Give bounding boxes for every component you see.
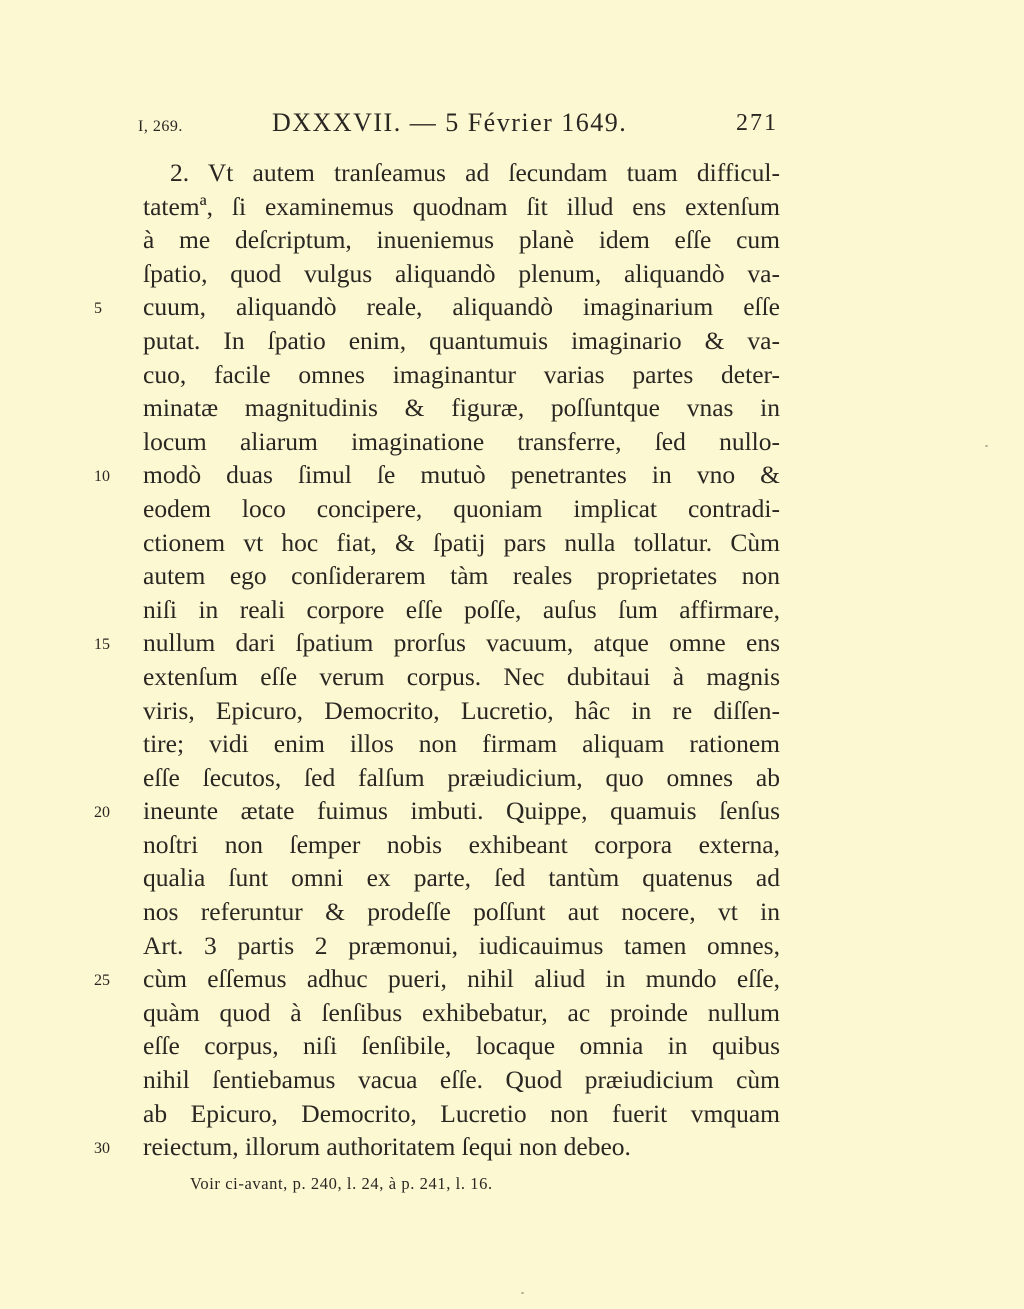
text-line — [143, 492, 780, 526]
line-number: 25 — [94, 972, 110, 990]
text-line — [143, 996, 780, 1030]
text-line — [143, 593, 780, 627]
line-number: 30 — [94, 1140, 110, 1158]
line-text: eſſe ſecutos, ſed falſum præiudicium, quo omnes ab — [143, 762, 780, 792]
line-text: nullum dari ſpatium prorſus vacuum, atque omne ens — [143, 628, 780, 658]
text-line — [143, 660, 780, 694]
text-line — [143, 1097, 780, 1131]
text-line — [143, 694, 780, 728]
text-line — [94, 458, 780, 492]
line-text: cuo, facile omnes imaginantur varias partes deter- — [143, 359, 780, 389]
line-text: cuum, aliquandò reale, aliquandò imaginarium eſſe — [143, 292, 780, 322]
line-number: 10 — [94, 468, 110, 486]
line-text: extenſum eſſe verum corpus. Nec dubitaui à magnis — [143, 661, 780, 691]
text-line — [143, 1029, 780, 1063]
line-text: autem ego conſiderarem tàm reales proprietates non — [143, 561, 780, 591]
paper-speck — [521, 1292, 524, 1294]
line-text: eodem loco concipere, quoniam implicat contradi- — [143, 493, 780, 523]
text-line — [143, 190, 780, 224]
text-line — [94, 290, 780, 324]
paper-speck — [985, 445, 988, 447]
text-line — [143, 425, 780, 459]
text-line — [143, 526, 780, 560]
line-text: niſi in reali corpore eſſe poſſe, auſus ſum affirmare, — [143, 594, 780, 624]
line-text: locum aliarum imaginatione transferre, ſed nullo- — [143, 426, 780, 456]
text-line — [143, 156, 780, 190]
letter-title: DXXXVII. — 5 Février 1649. — [272, 108, 628, 137]
line-text: reiectum, illorum authoritatem ſequi non debeo. — [143, 1132, 631, 1162]
letter-body — [94, 156, 780, 1164]
text-line — [143, 929, 780, 963]
line-text: eſſe corpus, niſi ſenſibile, locaque omnia in quibus — [143, 1031, 780, 1061]
text-line — [143, 358, 780, 392]
text-line — [94, 626, 780, 660]
line-text: noſtri non ſemper nobis exhibeant corpora externa, — [143, 829, 780, 859]
line-text: ab Epicuro, Democrito, Lucretio non fuerit vmquam — [143, 1098, 780, 1128]
text-line — [143, 861, 780, 895]
line-text: nihil ſentiebamus vacua eſſe. Quod præiudicium cùm — [143, 1065, 780, 1095]
line-text: ſpatio, quod vulgus aliquandò plenum, aliquandò va- — [143, 258, 780, 288]
text-line — [143, 895, 780, 929]
page-number: 271 — [736, 110, 778, 136]
text-line — [143, 391, 780, 425]
line-text: putat. In ſpatio enim, quantumuis imaginario & va- — [143, 325, 780, 355]
text-line — [143, 828, 780, 862]
line-text: viris, Epicuro, Democrito, Lucretio, hâc in re diſſen- — [143, 695, 780, 725]
line-text: cùm eſſemus adhuc pueri, nihil aliud in mundo eſſe, — [143, 964, 780, 994]
line-number: 20 — [94, 804, 110, 822]
running-header — [138, 108, 778, 148]
text-line — [94, 1130, 780, 1164]
edition-reference: I, 269. — [138, 118, 183, 135]
line-text: tatemª, ſi examinemus quodnam ſit illud ens extenſum — [143, 191, 780, 221]
line-text: tire; vidi enim illos non firmam aliquam rationem — [143, 729, 780, 759]
text-line — [143, 761, 780, 795]
footnote: Voir ci-avant, p. 240, l. 24, à p. 241, l. 16. — [190, 1174, 493, 1193]
line-text: ctionem vt hoc fiat, & ſpatij pars nulla tollatur. Cùm — [143, 527, 780, 557]
text-line — [143, 559, 780, 593]
line-text: nos referuntur & prodeſſe poſſunt aut nocere, vt in — [143, 897, 780, 927]
line-text: ineunte ætate fuimus imbuti. Quippe, quamuis ſenſus — [143, 796, 780, 826]
text-line — [143, 223, 780, 257]
text-line — [143, 727, 780, 761]
line-number: 15 — [94, 636, 110, 654]
text-line — [94, 794, 780, 828]
text-line — [143, 257, 780, 291]
line-text: 2. Vt autem tranſeamus ad ſecundam tuam difficul- — [170, 158, 780, 187]
line-number: 5 — [94, 300, 102, 318]
line-text: minatæ magnitudinis & figuræ, poſſuntque vnas in — [143, 393, 780, 423]
text-line — [94, 962, 780, 996]
line-text: modò duas ſimul ſe mutuò penetrantes in vno & — [143, 460, 780, 490]
line-text: qualia ſunt omni ex parte, ſed tantùm quatenus ad — [143, 863, 780, 893]
text-line — [143, 1063, 780, 1097]
line-text: à me deſcriptum, inueniemus planè idem eſſe cum — [143, 225, 780, 255]
text-line — [143, 324, 780, 358]
line-text: Art. 3 partis 2 præmonui, iudicauimus tamen omnes, — [143, 930, 780, 960]
line-text: quàm quod à ſenſibus exhibebatur, ac proinde nullum — [143, 997, 780, 1027]
